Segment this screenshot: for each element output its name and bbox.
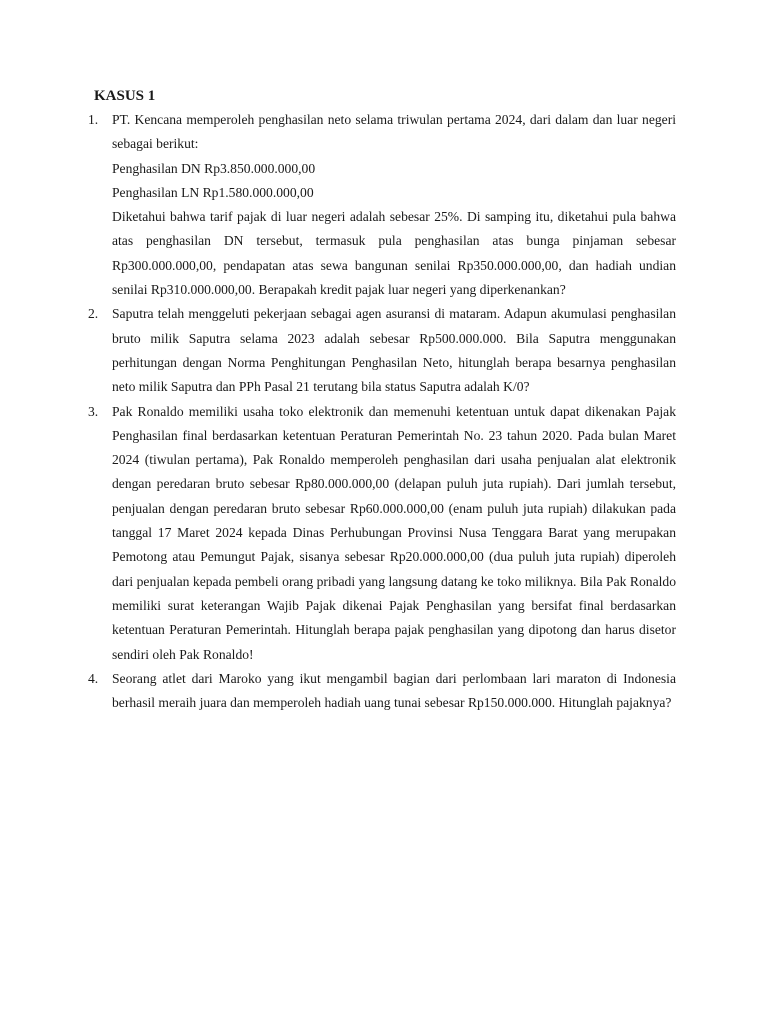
page-title: KASUS 1 [94, 88, 156, 104]
problem-list [88, 108, 676, 715]
problem-number: 1. [88, 112, 99, 127]
problem-number: 4. [88, 670, 99, 686]
problem-text: Pak Ronaldo memiliki usaha toko elektronik dan memenuhi ketentuan untuk dapat dikenakan Pajak Penghasilan final berdasarkan ketentuan Peraturan Pemerintah No. 23 tahun 2020. Pada bulan Maret 2024 (tiwulan pertama), Pak Ronaldo memperoleh penghasilan dari usaha penjualan alat elektronik dengan peredaran bruto sebesar Rp80.000.000,00 (delapan puluh juta rupiah). Dari jumlah tersebut, penjualan dengan peredaran bruto sebesar Rp60.000.000,00 (enam puluh juta rupiah) dilakukan pada tanggal 17 Maret 2024 kepada Dinas Perhubungan Provinsi Nusa Tenggara Barat yang merupakan Pemotong atau Pemungut Pajak, sisanya sebesar Rp20.000.000,00 (dua puluh juta rupiah) diperoleh dari penjualan kepada pembeli orang pribadi yang langsung datang ke toko miliknya. Bila Pak Ronaldo memiliki surat keterangan Wajib Pajak dikenai Pajak Penghasilan yang bersifat final berdasarkan ketentuan Peraturan Pemerintah. Hitunglah berapa pajak penghasilan yang dipotong dan harus disetor sendiri oleh Pak Ronaldo! [112, 403, 676, 662]
problem-text: Saputra telah menggeluti pekerjaan sebagai agen asuransi di mataram. Adapun akumulasi penghasilan bruto milik Saputra selama 2023 adalah sebesar Rp500.000.000. Bila Saputra menggunakan perhitungan dengan Norma Penghitungan Penghasilan Neto, hitunglah berapa besarnya penghasilan neto milik Saputra dan PPh Pasal 21 terutang bila status Saputra adalah K/0? [112, 306, 676, 395]
problem-1 [88, 108, 676, 302]
income-domestic-line: Penghasilan DN Rp3.850.000.000,00 [112, 160, 316, 176]
income-foreign-line: Penghasilan LN Rp1.580.000.000,00 [112, 184, 314, 200]
problem-4 [88, 667, 676, 716]
problem-2 [88, 302, 676, 399]
problem-3 [88, 400, 676, 667]
problem-number: 2. [88, 306, 99, 322]
problem-text: Seorang atlet dari Maroko yang ikut mengambil bagian dari perlombaan lari maraton di Indonesia berhasil meraih juara dan memperoleh hadiah uang tunai sebesar Rp150.000.000. Hitunglah pajaknya? [112, 670, 676, 711]
problem-intro: PT. Kencana memperoleh penghasilan neto selama triwulan pertama 2024, dari dalam dan luar negeri sebagai berikut: [112, 112, 676, 152]
problem-text: Diketahui bahwa tarif pajak di luar negeri adalah sebesar 25%. Di samping itu, diketahui pula bahwa atas penghasilan DN tersebut, termasuk pula penghasilan atas bunga pinjaman sebesar Rp300.000.000,00, pendapatan atas sewa bangunan senilai Rp350.000.000,00, dan hadiah undian senilai Rp310.000.000,00. Berapakah kredit pajak luar negeri yang diperkenankan? [112, 209, 676, 298]
problem-number: 3. [88, 403, 99, 419]
